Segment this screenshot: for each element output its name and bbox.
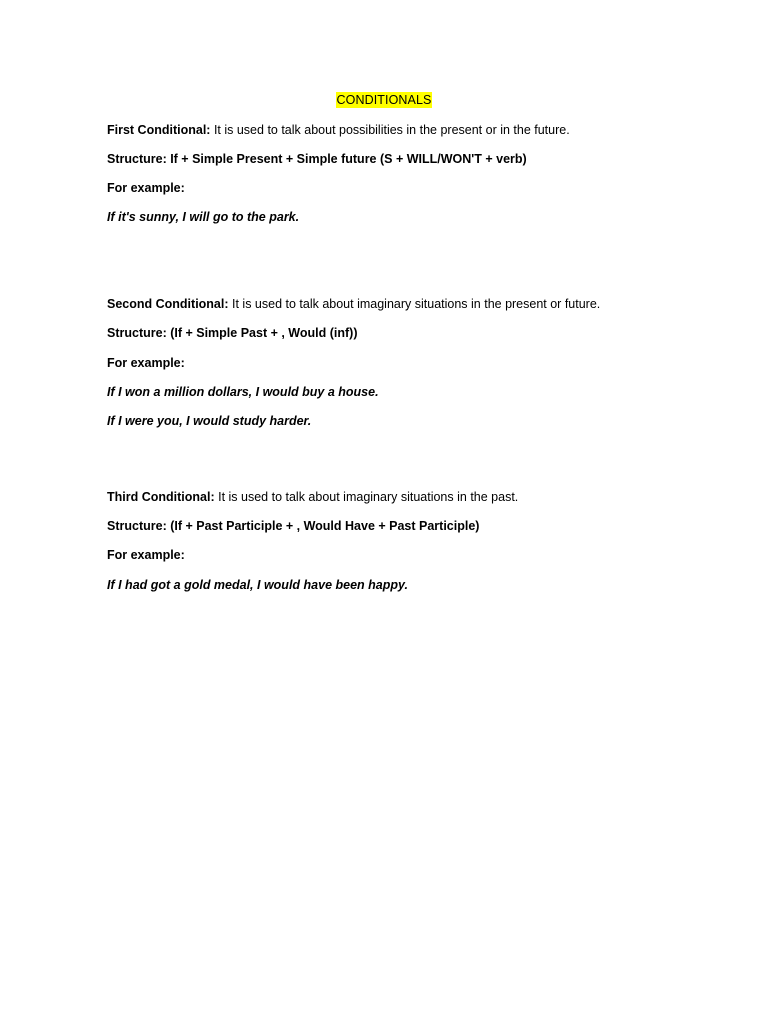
section-heading: Second Conditional: [107,297,229,311]
second-conditional-example-label: For example: [107,356,185,370]
section-heading: First Conditional: [107,123,211,137]
second-conditional-definition [107,296,600,312]
title-row [0,92,768,108]
section-heading: Third Conditional: [107,490,215,504]
section-description: It is used to talk about possibilities in the present or in the future. [210,123,570,137]
first-conditional-definition [107,122,570,138]
second-conditional-example: If I won a million dollars, I would buy a house. [107,385,379,399]
third-conditional-example-label: For example: [107,548,185,562]
third-conditional-example: If I had got a gold medal, I would have been happy. [107,578,408,592]
second-conditional-structure: Structure: (If + Simple Past + , Would (inf)) [107,326,358,340]
first-conditional-example-label: For example: [107,181,185,195]
section-description: It is used to talk about imaginary situations in the present or future. [228,297,601,311]
second-conditional-example: If I were you, I would study harder. [107,414,312,428]
document-title: CONDITIONALS [336,93,432,107]
section-description: It is used to talk about imaginary situations in the past. [214,490,519,504]
first-conditional-structure: Structure: If + Simple Present + Simple future (S + WILL/WON'T + verb) [107,152,527,166]
third-conditional-definition [107,489,518,505]
third-conditional-structure: Structure: (If + Past Participle + , Would Have + Past Participle) [107,519,480,533]
first-conditional-example: If it's sunny, I will go to the park. [107,210,300,224]
